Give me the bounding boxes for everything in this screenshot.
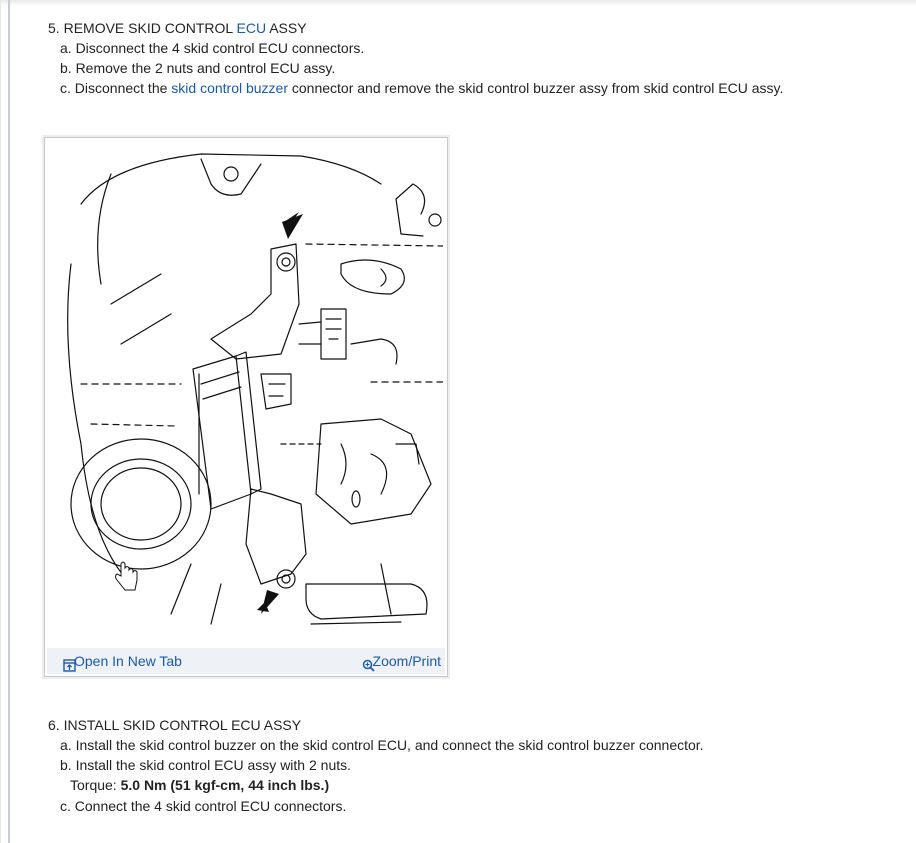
step-5a: a. Disconnect the 4 skid control ECU connectors. <box>60 40 365 56</box>
skid-control-buzzer-link[interactable]: skid control buzzer <box>171 80 288 96</box>
step-5c-text: c. Disconnect the <box>60 80 168 96</box>
zoom-print-link[interactable] <box>356 653 441 669</box>
arrow-marks <box>257 212 303 614</box>
zoom-print-label: Zoom/Print <box>372 653 441 669</box>
step-6b: b. Install the skid control ECU assy with 2 nuts. <box>60 757 352 773</box>
open-in-new-tab-link[interactable] <box>57 653 182 669</box>
open-new-tab-icon <box>57 655 70 668</box>
zoom-magnifier-icon <box>356 655 369 668</box>
ecu-illustration[interactable] <box>51 144 443 644</box>
step-5-title: REMOVE SKID CONTROL <box>63 20 233 36</box>
step-6-heading: 6. INSTALL SKID CONTROL ECU ASSY <box>48 717 302 733</box>
step-5c-text-end: connector and remove the skid control buzzer assy from skid control ECU assy. <box>291 80 784 96</box>
illustration-figure <box>44 137 448 677</box>
step-6c: c. Connect the 4 skid control ECU connectors. <box>60 798 347 814</box>
torque-label: Torque: <box>70 777 117 793</box>
step-6a: a. Install the skid control buzzer on the skid control ECU, and connect the skid control buzzer connector. <box>60 737 704 753</box>
step-5-heading <box>48 19 307 37</box>
ecu-link[interactable]: ECU <box>236 20 267 36</box>
step-5-number: 5. <box>48 20 60 36</box>
open-in-new-tab-label: Open In New Tab <box>74 653 182 669</box>
torque-spec <box>70 776 329 794</box>
step-5c <box>60 79 783 97</box>
torque-value: 5.0 Nm (51 kgf-cm, 44 inch lbs.) <box>120 777 330 793</box>
figure-toolbar <box>47 648 445 674</box>
step-5b: b. Remove the 2 nuts and control ECU assy. <box>60 60 336 76</box>
step-5-title-end: ASSY <box>269 20 307 36</box>
